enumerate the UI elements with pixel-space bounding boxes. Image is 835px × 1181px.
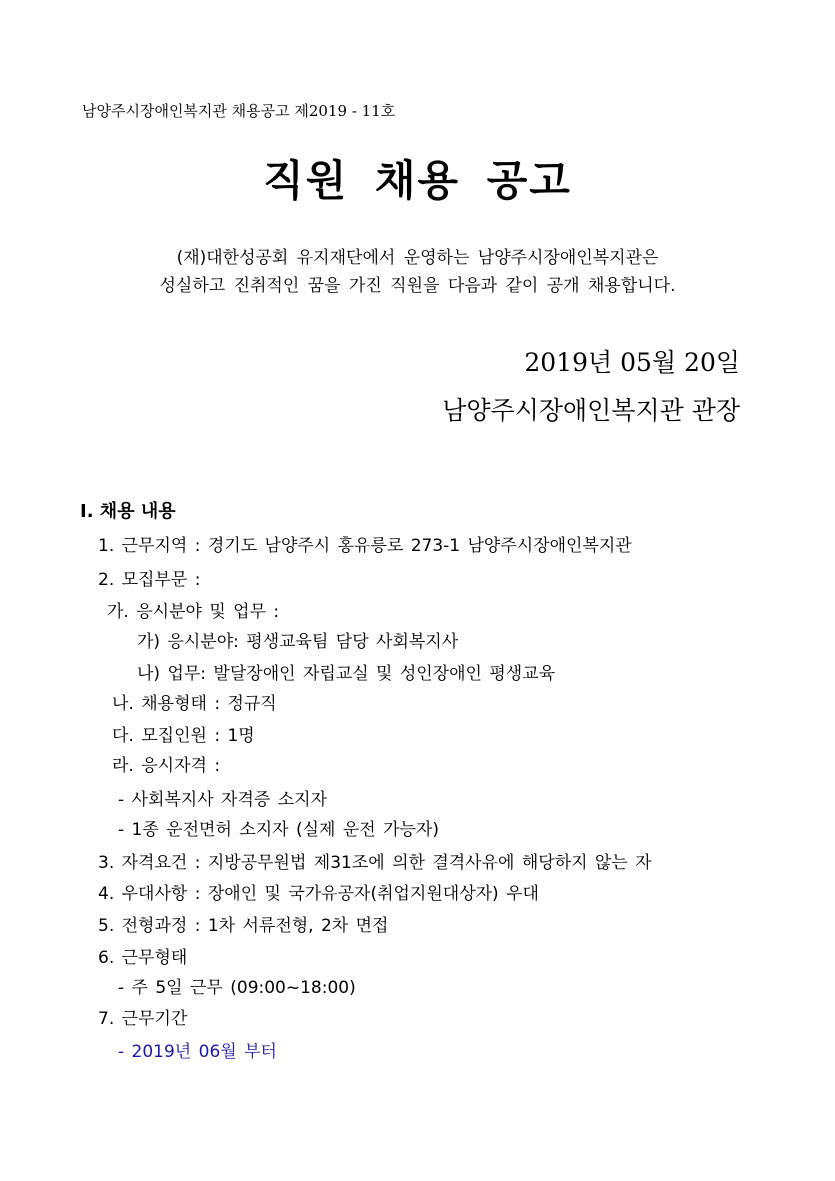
intro-line-1: (재)대한성공회 유지재단에서 운영하는 남양주시장애인복지관은 [176, 248, 659, 268]
item-selection-process: 5. 전형과정 : 1차 서류전형, 2차 면접 [98, 916, 389, 936]
item-work-type: 6. 근무형태 [98, 948, 188, 968]
item-requirements: 3. 자격요건 : 지방공무원법 제31조에 의한 결격사유에 해당하지 않는 자 [98, 853, 652, 873]
section-heading: Ⅰ. 채용 내용 [80, 501, 176, 522]
announcement-reference: 남양주시장애인복지관 채용공고 제2019 - 11호 [82, 102, 396, 120]
sub-sub-item-duty: 나) 업무: 발달장애인 자립교실 및 성인장애인 평생교육 [137, 664, 556, 684]
item-preferences: 4. 우대사항 : 장애인 및 국가유공자(취업지원대상자) 우대 [98, 884, 539, 904]
sub-item-headcount: 다. 모집인원 : 1명 [112, 726, 255, 746]
sub-sub-item-field: 가) 응시분야: 평생교육팀 담당 사회복지사 [137, 632, 459, 652]
work-type-detail: - 주 5일 근무 (09:00~18:00) [118, 978, 356, 998]
qualification-social-worker: - 사회복지사 자격증 소지자 [118, 790, 327, 810]
item-recruit-division: 2. 모집부문 : [98, 570, 201, 590]
sub-item-field-and-duty: 가. 응시분야 및 업무 : [107, 602, 280, 622]
sub-item-qualification: 라. 응시자격 : [112, 756, 221, 776]
item-work-period: 7. 근무기간 [98, 1009, 188, 1029]
issuer-signature: 남양주시장애인복지관 관장 [442, 396, 740, 425]
qualification-driver-license: - 1종 운전면허 소지자 (실제 운전 가능자) [118, 820, 439, 840]
sub-item-employment-type: 나. 채용형태 : 정규직 [112, 694, 277, 714]
intro-line-2: 성실하고 진취적인 꿈을 가진 직원을 다음과 같이 공개 채용합니다. [159, 276, 676, 296]
page-title: 직원 채용 공고 [263, 156, 572, 205]
work-period-detail: - 2019년 06월 부터 [118, 1042, 277, 1062]
announcement-date: 2019년 05월 20일 [524, 348, 740, 377]
item-work-location: 1. 근무지역 : 경기도 남양주시 홍유릉로 273-1 남양주시장애인복지관 [98, 536, 632, 556]
